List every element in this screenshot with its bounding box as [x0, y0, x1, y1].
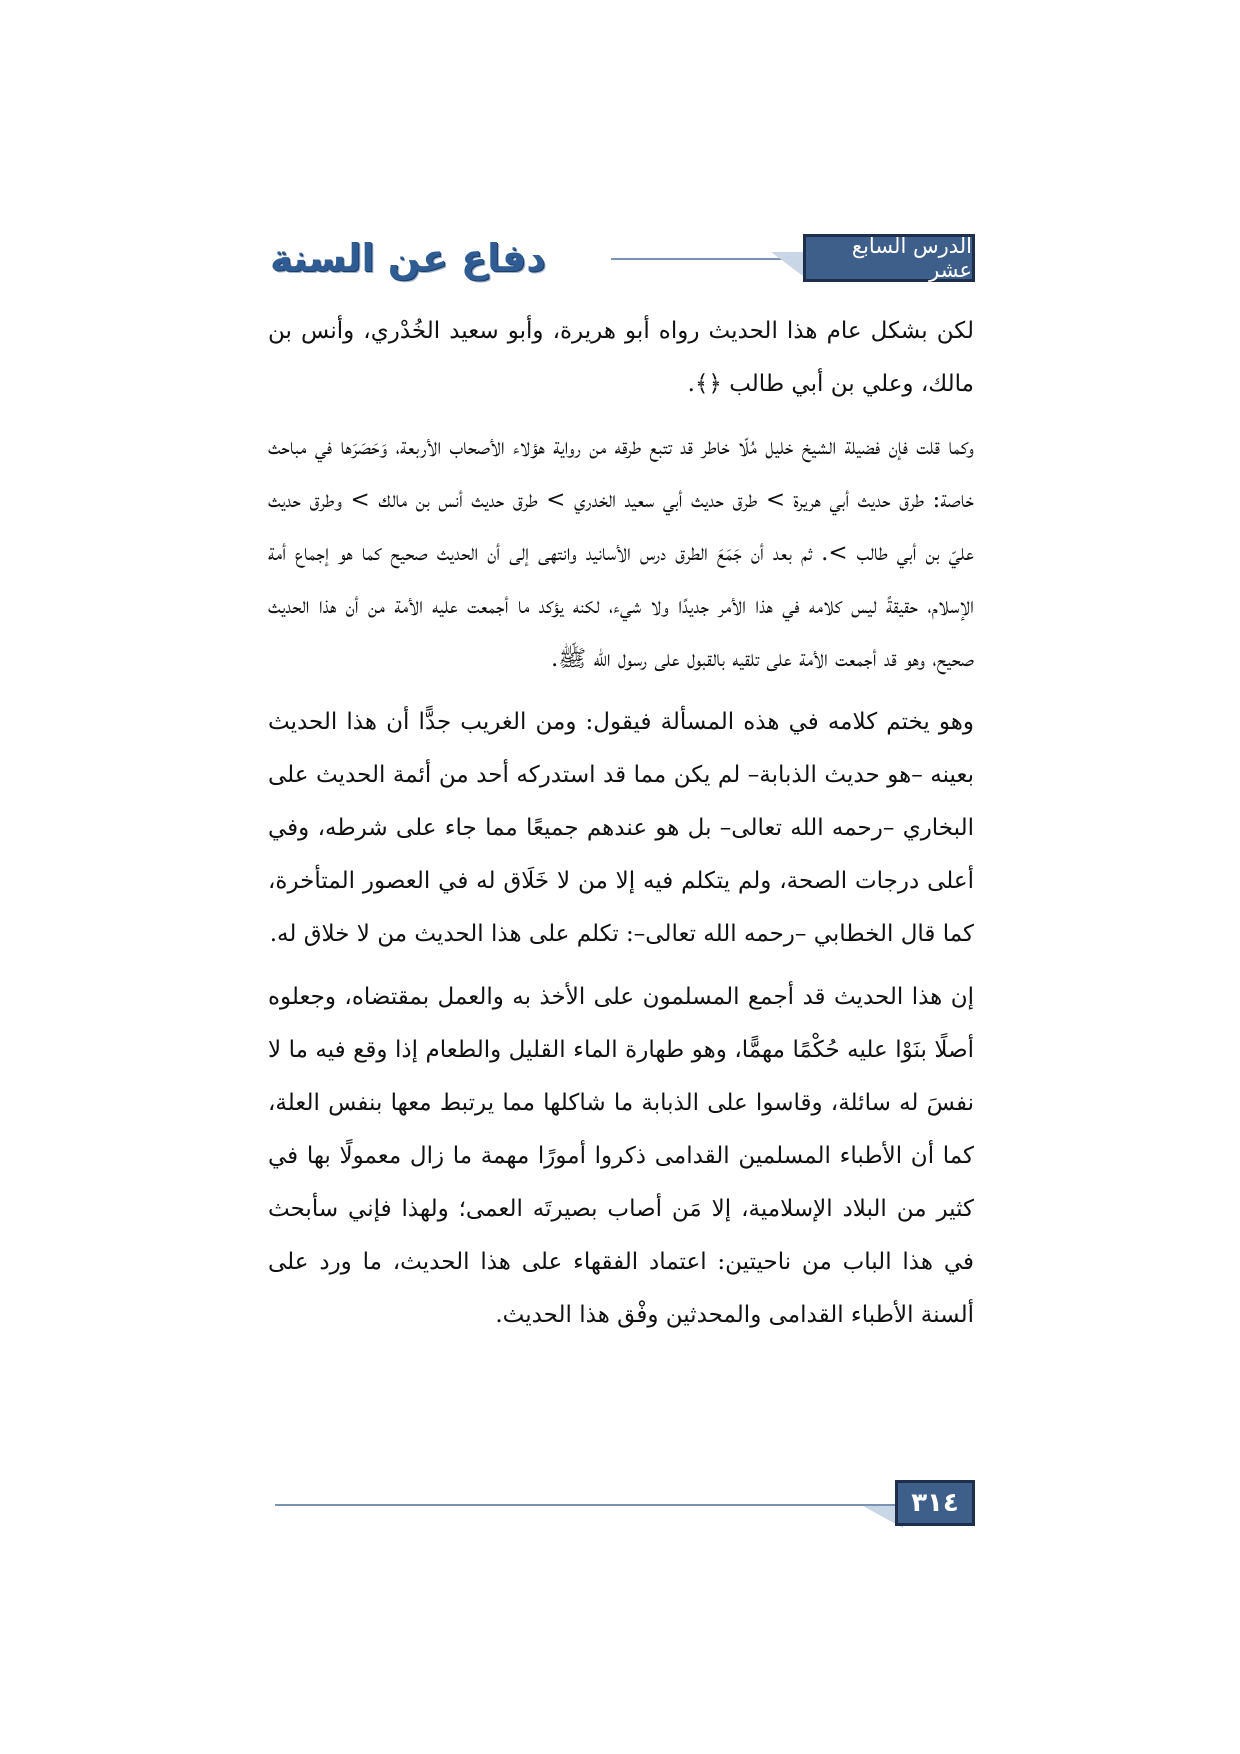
paragraph-2: وكما قلت فإن فضيلة الشيخ خليل مُلّا خاطر قد تتبع طرقه من رواية هؤلاء الأصحاب الأربعة، وَحَصَرَها في مباحث خاصة: طرق حديث أبي هريرة > طرق حديث أبي سعيد الخدري > طرق حديث أنس بن مالك > وطرق حديث عليّ بن أبي طالب >. ثم بعد أن جَمَعَ الطرق درس الأسانيد وانتهى إلى أن الحديث صحيح كما هو إجماع أمة الإسلام، حقيقةً ليس كلامه في هذا الأمر جديدًا ولا شيء، لكنه يؤكد ما أجمعت عليه الأمة من أن هذا الحديث صحيح، وهو قد أجمعت الأمة على تلقيه بالقبول على رسول الله ﷺ.	[268, 434, 974, 672]
footer-divider	[275, 1504, 895, 1506]
page-footer	[270, 1480, 975, 1530]
body-text	[268, 305, 974, 1352]
paragraph-3: وهو يختم كلامه في هذه المسألة فيقول: ومن الغريب جدًّا أن هذا الحديث بعينه –هو حديث الذبابة– لم يكن مما قد استدركه أحد من أئمة الحديث على البخاري –رحمه الله تعالى– بل هو عندهم جميعًا مما جاء على شرطه، وفي أعلى درجات الصحة، ولم يتكلم فيه إلا من لا خَلَاق له في العصور المتأخرة، كما قال الخطابي –رحمه الله تعالى–: تكلم على هذا الحديث من لا خلاق له.	[268, 709, 974, 947]
book-title: دفاع عن السنة	[270, 236, 546, 280]
paragraph-1: لكن بشكل عام هذا الحديث رواه أبو هريرة، وأبو سعيد الخُدْري، وأنس بن مالك، وعلي بن أبي طالب ﴿﴾.	[268, 318, 974, 397]
paragraph-4: إن هذا الحديث قد أجمع المسلمون على الأخذ به والعمل بمقتضاه، وجعلوه أصلًا بنَوْا عليه حُكْمًا مهمًّا، وهو طهارة الماء القليل والطعام إذا وقع فيه ما لا نفسَ له سائلة، وقاسوا على الذبابة ما شاكلها مما يرتبط معها بنفس العلة، كما أن الأطباء المسلمين القدامى ذكروا أمورًا مهمة ما زال معمولًا بها في كثير من البلاد الإسلامية، إلا مَن أصاب بصيرتَه العمى؛ ولهذا فإني سأبحث في هذا الباب من ناحيتين: اعتماد الفقهاء على هذا الحديث، ما ورد على ألسنة الأطباء القدامى والمحدثين وفْق هذا الحديث.	[268, 984, 974, 1328]
page-number: ٣١٤	[895, 1480, 975, 1526]
lesson-label: الدرس السابع عشر	[803, 234, 975, 282]
header-divider	[611, 258, 791, 260]
page-header	[270, 230, 975, 286]
